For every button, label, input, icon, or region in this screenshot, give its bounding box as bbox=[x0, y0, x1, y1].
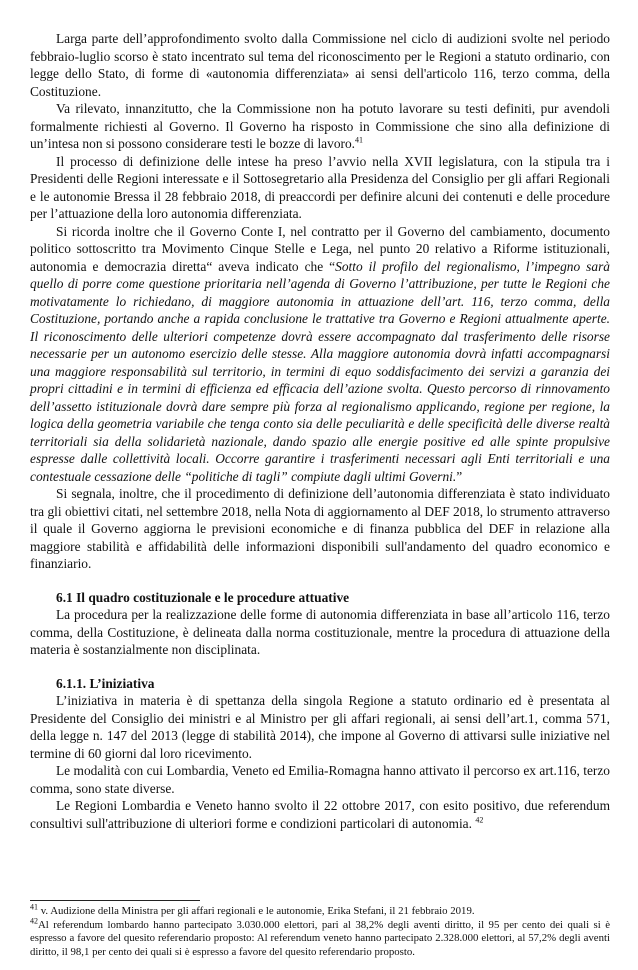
paragraph bbox=[30, 153, 610, 223]
text-run: Si ricorda inoltre che il Governo Conte I, nel contratto per il Governo del cambiamento, documento politico sottoscritto tra Movimento Cinque Stelle e Lega, nel punto 20 relativo a Riforme istituzionali, autonomia e democrazia diretta“ aveva indicato che “ bbox=[30, 223, 610, 274]
footnotes bbox=[30, 902, 610, 959]
text-run: La procedura per la realizzazione delle forme di autonomia differenziata in base all’articolo 116, terzo comma, della Costituzione, è delineata dalla norma costituzionale, mentre la procedura di attuazione della materia è sostanzialmente non disciplinata. bbox=[30, 607, 610, 657]
footnote bbox=[30, 915, 610, 960]
text-run: Le Regioni Lombardia e Veneto hanno svolto il 22 ottobre 2017, con esito positivo, due referendum consultivi sull'attribuzione di ulteriori forme e condizioni particolari di autonomia. bbox=[30, 798, 610, 831]
text-run: Le modalità con cui Lombardia, Veneto ed Emilia-Romagna hanno attivato il percorso ex art.116, terzo comma, sono state diverse. bbox=[30, 763, 610, 796]
paragraph bbox=[30, 100, 610, 153]
text-run: Va rilevato, innanzitutto, che la Commissione non ha potuto lavorare su testi definiti, pur avendoli formalmente richiesti al Governo. Il Governo ha risposto in Commissione che sino alla definizione di un’intesa non si possono considerare testi le bozze di lavoro. bbox=[30, 101, 610, 151]
paragraph-with-quotation bbox=[30, 223, 610, 486]
section-6-1-1 bbox=[30, 675, 610, 833]
section-6-1 bbox=[30, 589, 610, 659]
footnote-reference: 42 bbox=[475, 815, 484, 825]
footnote-separator bbox=[30, 900, 200, 901]
section-heading: 6.1.1. L’iniziativa bbox=[56, 675, 155, 691]
footnote bbox=[30, 902, 610, 919]
footnote-text: v. Audizione della Ministra per gli affari regionali e le autonomie, Erika Stefani, il 21 febbraio 2019. bbox=[38, 905, 475, 917]
paragraph bbox=[30, 692, 610, 762]
footnote-reference: 41 bbox=[355, 135, 364, 145]
paragraph bbox=[30, 606, 610, 659]
text-run: ” bbox=[456, 468, 463, 484]
text-run: Si segnala, inoltre, che il procedimento di definizione dell’autonomia differenziata è stato individuato tra gli obiettivi citati, nel settembre 2018, nella Nota di aggiornamento al DEF 2018, lo strumento attraverso il quale il Governo aggiorna le previsioni economiche e di finanza pubblica del DEF in relazione alla maggiore stabilità e affidabilità delle informazioni disponibili sull'andamento del quadro economico e finanziario. bbox=[30, 486, 610, 571]
text-run: Larga parte dell’approfondimento svolto dalla Commissione nel ciclo di audizioni svolte nel periodo febbraio-luglio scorso è stato incentrato sul tema del riconoscimento per le Regioni a statuto ordinario, con legge dello Stato, di forme di «autonomia differenziata» ai sensi dell'articolo 116, terzo comma, della Costituzione. bbox=[30, 31, 610, 99]
footnote-number: 42 bbox=[30, 915, 38, 925]
section-heading: 6.1 Il quadro costituzionale e le procedure attuative bbox=[56, 589, 350, 605]
paragraph bbox=[30, 30, 610, 100]
intro-section bbox=[30, 30, 610, 573]
paragraph bbox=[30, 762, 610, 797]
paragraph bbox=[30, 797, 610, 832]
quoted-text: Sotto il profilo del regionalismo, l’impegno sarà quello di porre come questione prioritaria nell’agenda di Governo l’attribuzione, per tutte le Regioni che motivatamente lo richiedano, di maggiore autonomia in attuazione dell’art. 116, terzo comma, della Costituzione, portando anche a rapida conclusione le trattative tra Governo e Regioni attualmente aperte. Il riconoscimento delle ulteriori competenze dovrà essere accompagnato dal trasferimento delle risorse necessarie per un autonomo esercizio delle stesse. Alla maggiore autonomia dovrà infatti accompagnarsi una maggiore responsabilità sul territorio, in termini di equo soddisfacimento dei servizi a garanzia dei propri cittadini e in termini di efficienza ed efficacia dell’azione svolta. Questo percorso di rinnovamento dell’assetto istituzionale dovrà dare sempre più forza al regionalismo applicando, regione per regione, la logica della geometria variabile che tenga conto sia delle peculiarità e delle specificità delle diverse realtà territoriali sia della solidarietà nazionale, dando spazio alle energie positive ed alle spinte propulsive espresse dalle collettività locali. Occorre garantire i trasferimenti necessari agli Enti territoriali e una contestuale cessazione delle “politiche di tagli” compiute dagli ultimi Governi. bbox=[30, 258, 610, 484]
footnote-text: Al referendum lombardo hanno partecipato 3.030.000 elettori, pari al 38,2% degli aventi diritto, il 95 per cento dei quali si è espresso a favore del quesito referendario proposto: Al referendum veneto hanno partecipato 2.328.000 elettori, al 57,2% degli aventi diritto, il 98,1 per cento dei quali si è espresso a favore del quesito referendario proposto. bbox=[30, 918, 610, 958]
document-body bbox=[30, 30, 610, 832]
paragraph bbox=[30, 485, 610, 573]
text-run: Il processo di definizione delle intese ha preso l’avvio nella XVII legislatura, con la stipula tra i Presidenti delle Regioni interessate e il Sottosegretario alla Presidenza del Consiglio per gli affari Regionali e le autonomie Bressa il 28 febbraio 2018, di preaccordi per definire alcuni dei contenuti e delle procedure per l’attuazione della loro autonomia differenziata. bbox=[30, 153, 610, 221]
footnote-number: 41 bbox=[30, 902, 38, 912]
text-run: L’iniziativa in materia è di spettanza della singola Regione a statuto ordinario ed è presentata al Presidente del Consiglio dei ministri e al Ministro per gli affari regionali, ai sensi dell’art.1, comma 571, della legge n. 147 del 2013 (legge di stabilità 2014), che impone al Governo di attivarsi sulle iniziative nel termine di 60 giorni dal loro ricevimento. bbox=[30, 693, 610, 761]
